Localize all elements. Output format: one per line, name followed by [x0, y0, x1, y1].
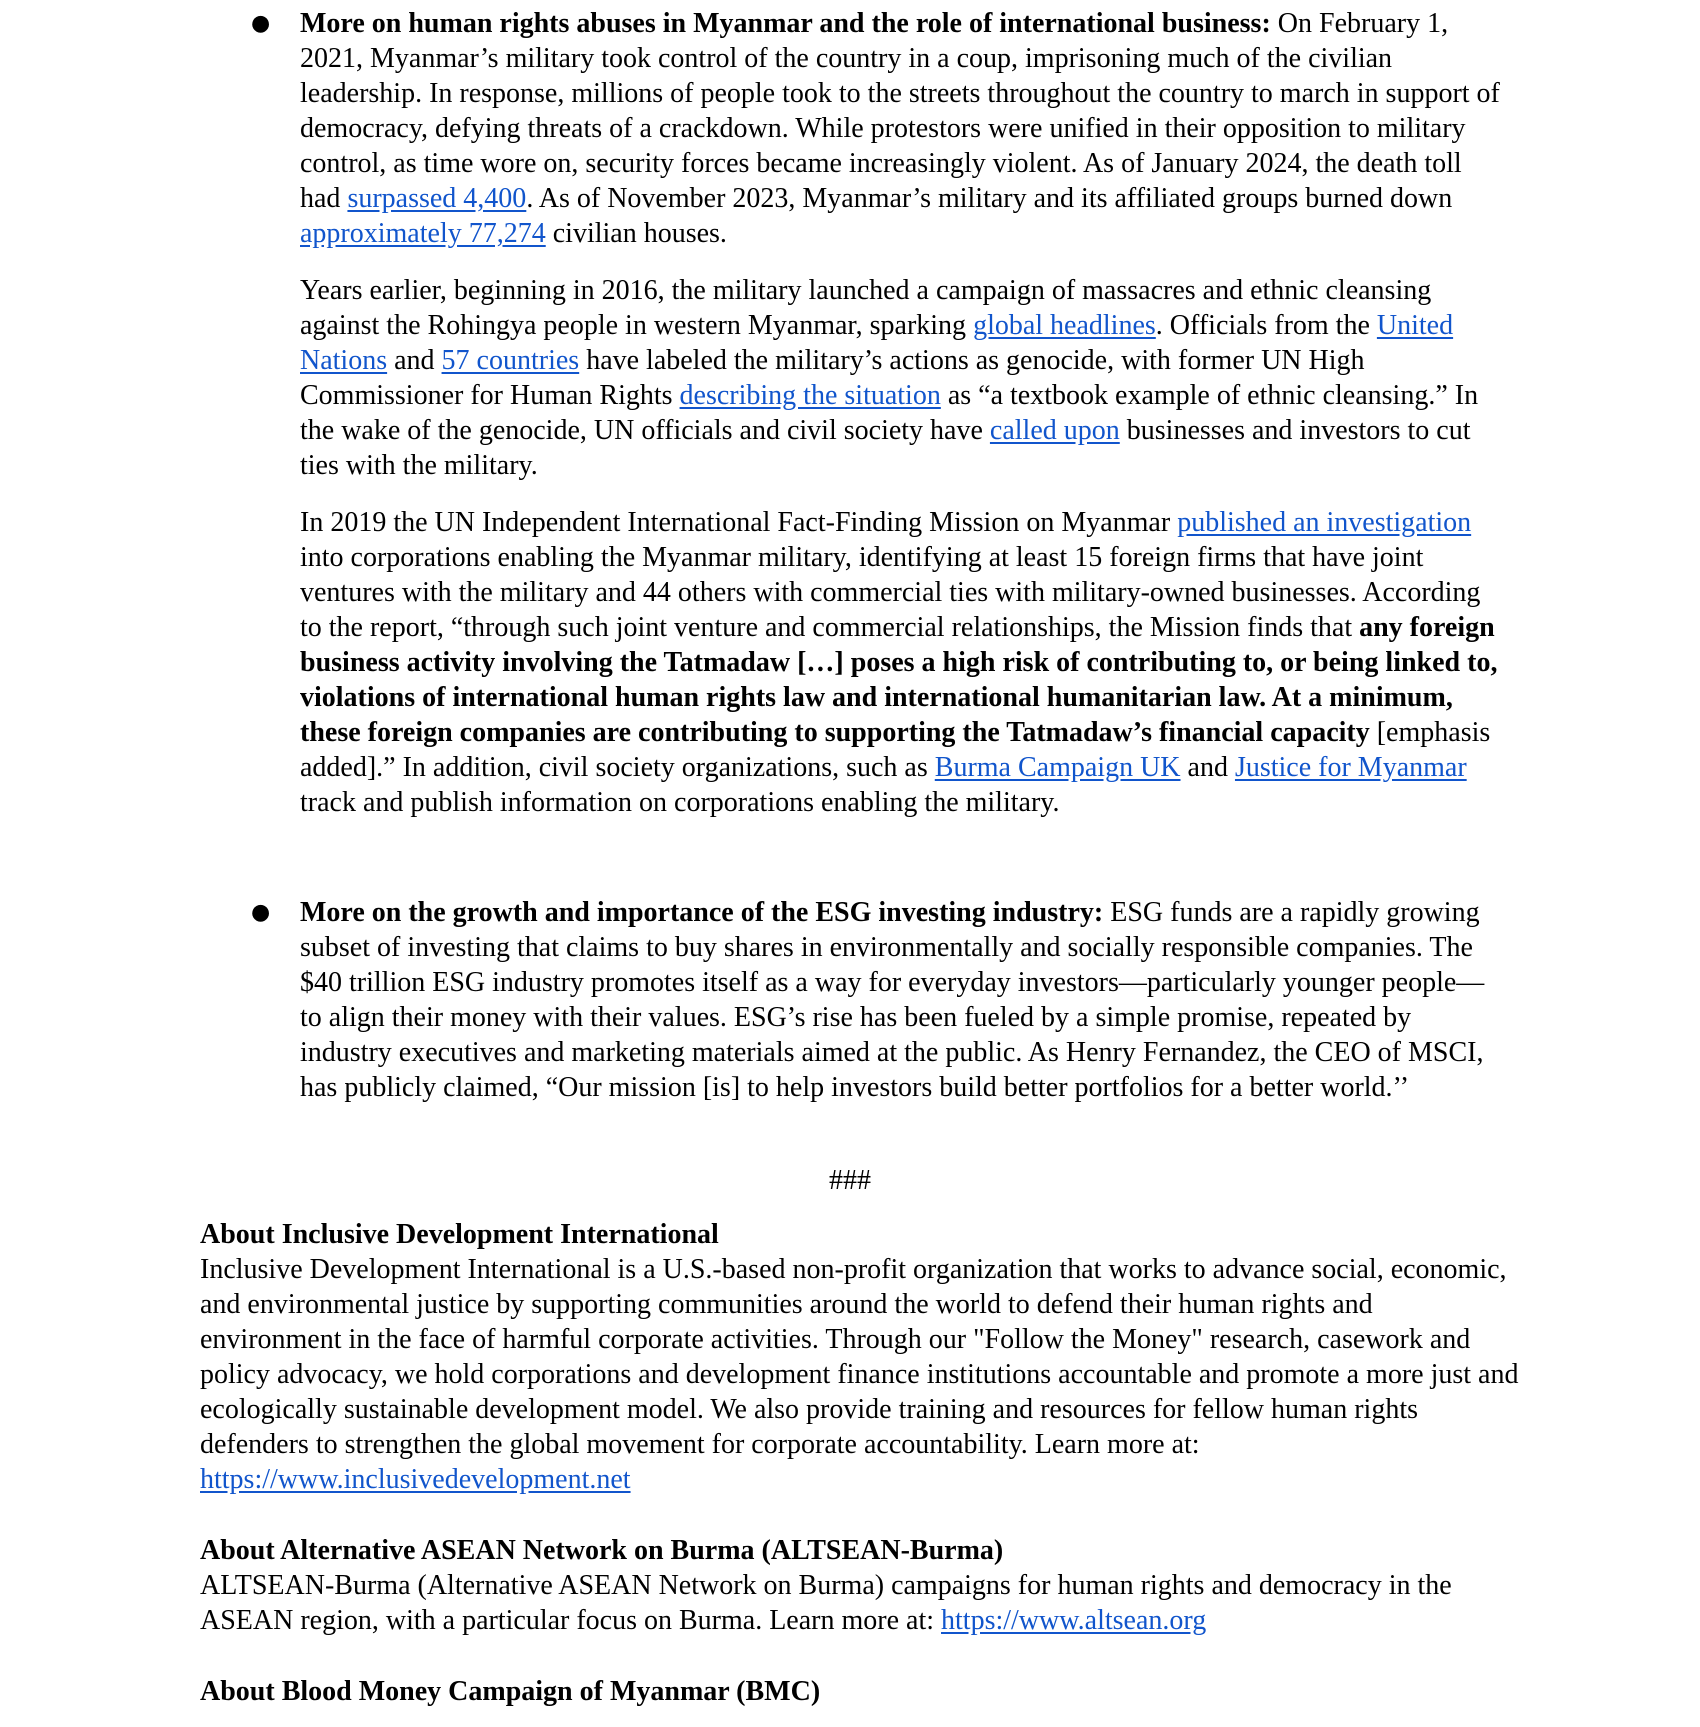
about-idi-text [200, 1252, 1520, 1497]
bullet-lead: More on the growth and importance of the ESG investing industry: [300, 897, 1104, 928]
link-united-nations[interactable]: United Nations [300, 310, 1454, 376]
link-altsean[interactable]: https://www.altsean.org [941, 1605, 1207, 1636]
paragraph-esg [300, 895, 1505, 1105]
text-run: businesses and investors to cut ties with the military. [300, 415, 1471, 481]
link-inclusivedevelopment[interactable]: https://www.inclusivedevelopment.net [200, 1464, 631, 1495]
text-run: In 2019 the UN Independent International Fact-Finding Mission on Myanmar [300, 507, 1178, 538]
link-called-upon[interactable]: called upon [989, 415, 1120, 446]
text-run: track and publish information on corporations enabling the military. [300, 787, 1060, 818]
section-separator: ### [829, 1165, 871, 1196]
link-surpassed-4400[interactable]: surpassed 4,400 [347, 183, 527, 214]
text-run: have labeled the military’s actions as genocide, with former UN High Commissioner for Human Rights [300, 345, 1365, 411]
emphasized-quote: any foreign business activity involving the Tatmadaw […] poses a high risk of contributing to, or being linked to, violations of international human rights law and international humanitarian law. At a minimum, these foreign companies are contributing to supporting the Tatmadaw’s financial capacity [300, 612, 1498, 748]
text-run: and [1180, 752, 1235, 783]
text-run: civilian houses. [545, 218, 727, 249]
paragraph-fact-finding [300, 505, 1505, 820]
bullet-lead: More on human rights abuses in Myanmar and the role of international business: [300, 8, 1271, 39]
text-run: into corporations enabling the Myanmar military, identifying at least 15 foreign firms that have joint ventures with the military and 44 others with commercial ties with military-owned businesses. According to the report, “through such joint venture and commercial relationships, the Mission finds that [300, 542, 1481, 643]
text-run: On February 1, 2021, Myanmar’s military took control of the country in a coup, imprisoning much of the civilian leadership. In response, millions of people took to the streets throughout the country to march in support of democracy, defying threats of a crackdown. While protestors were unified in their opposition to military control, as time wore on, security forces became increasingly violent. As of January 2024, the death toll had [300, 8, 1500, 214]
about-altsean-section [200, 1533, 1520, 1638]
bullet-icon: ● [251, 900, 271, 925]
about-bmc-heading: About Blood Money Campaign of Myanmar (BMC) [200, 1676, 821, 1707]
link-global-headlines[interactable]: global headlines [973, 310, 1156, 341]
text-run: and [387, 345, 442, 376]
about-bmc-section [200, 1674, 1520, 1709]
link-burma-campaign-uk[interactable]: Burma Campaign UK [934, 752, 1181, 783]
text-run: Inclusive Development International is a U.S.-based non-profit organization that works to advance social, economic, and environmental justice by supporting communities around the world to defend their human rights and environment in the face of harmful corporate activities. Through our "Follow the Money" research, casework and policy advocacy, we hold corporations and development finance institutions accountable and promote a more just and ecologically sustainable development model. We also provide training and resources for fellow human rights defenders to strengthen the global movement for corporate accountability. Learn more at: [200, 1254, 1519, 1460]
paragraph-coup [300, 6, 1505, 251]
bullet-esg [251, 895, 1505, 1105]
text-run: Years earlier, beginning in 2016, the military launched a campaign of massacres and ethnic cleansing against the Rohingya people in western Myanmar, sparking [300, 275, 1432, 341]
text-run: . As of November 2023, Myanmar’s military and its affiliated groups burned down [526, 183, 1453, 214]
paragraph-rohingya [300, 273, 1505, 483]
link-describing-the-situation[interactable]: describing the situation [679, 380, 941, 411]
about-idi-section [200, 1217, 1520, 1497]
text-run: ESG funds are a rapidly growing subset of investing that claims to buy shares in environmentally and socially responsible companies. The $40 trillion ESG industry promotes itself as a way for everyday investors—particularly younger people—to align their money with their values. ESG’s rise has been fueled by a simple promise, repeated by industry executives and marketing materials aimed at the public. As Henry Fernandez, the CEO of MSCI, has publicly claimed, “Our mission [is] to help investors build better portfolios for a better world.’’ [300, 897, 1485, 1103]
text-run: as “a textbook example of ethnic cleansing.” In the wake of the genocide, UN officials and civil society have [300, 380, 1479, 446]
bullet-human-rights [251, 6, 1505, 820]
about-idi-heading: About Inclusive Development International [200, 1219, 719, 1250]
link-justice-for-myanmar[interactable]: Justice for Myanmar [1234, 752, 1467, 783]
link-57-countries[interactable]: 57 countries [441, 345, 580, 376]
text-run: [emphasis added].” In addition, civil society organizations, such as [300, 717, 1491, 783]
link-published-an-investigation[interactable]: published an investigation [1177, 507, 1472, 538]
text-run: ALTSEAN-Burma (Alternative ASEAN Network on Burma) campaigns for human rights and democracy in the ASEAN region, with a particular focus on Burma. Learn more at: [200, 1570, 1452, 1636]
about-altsean-heading: About Alternative ASEAN Network on Burma (ALTSEAN-Burma) [200, 1535, 1004, 1566]
link-approximately-77274[interactable]: approximately 77,274 [300, 218, 546, 249]
text-run: . Officials from the [1155, 310, 1377, 341]
about-altsean-text [200, 1568, 1520, 1638]
bullet-icon: ● [251, 11, 271, 36]
